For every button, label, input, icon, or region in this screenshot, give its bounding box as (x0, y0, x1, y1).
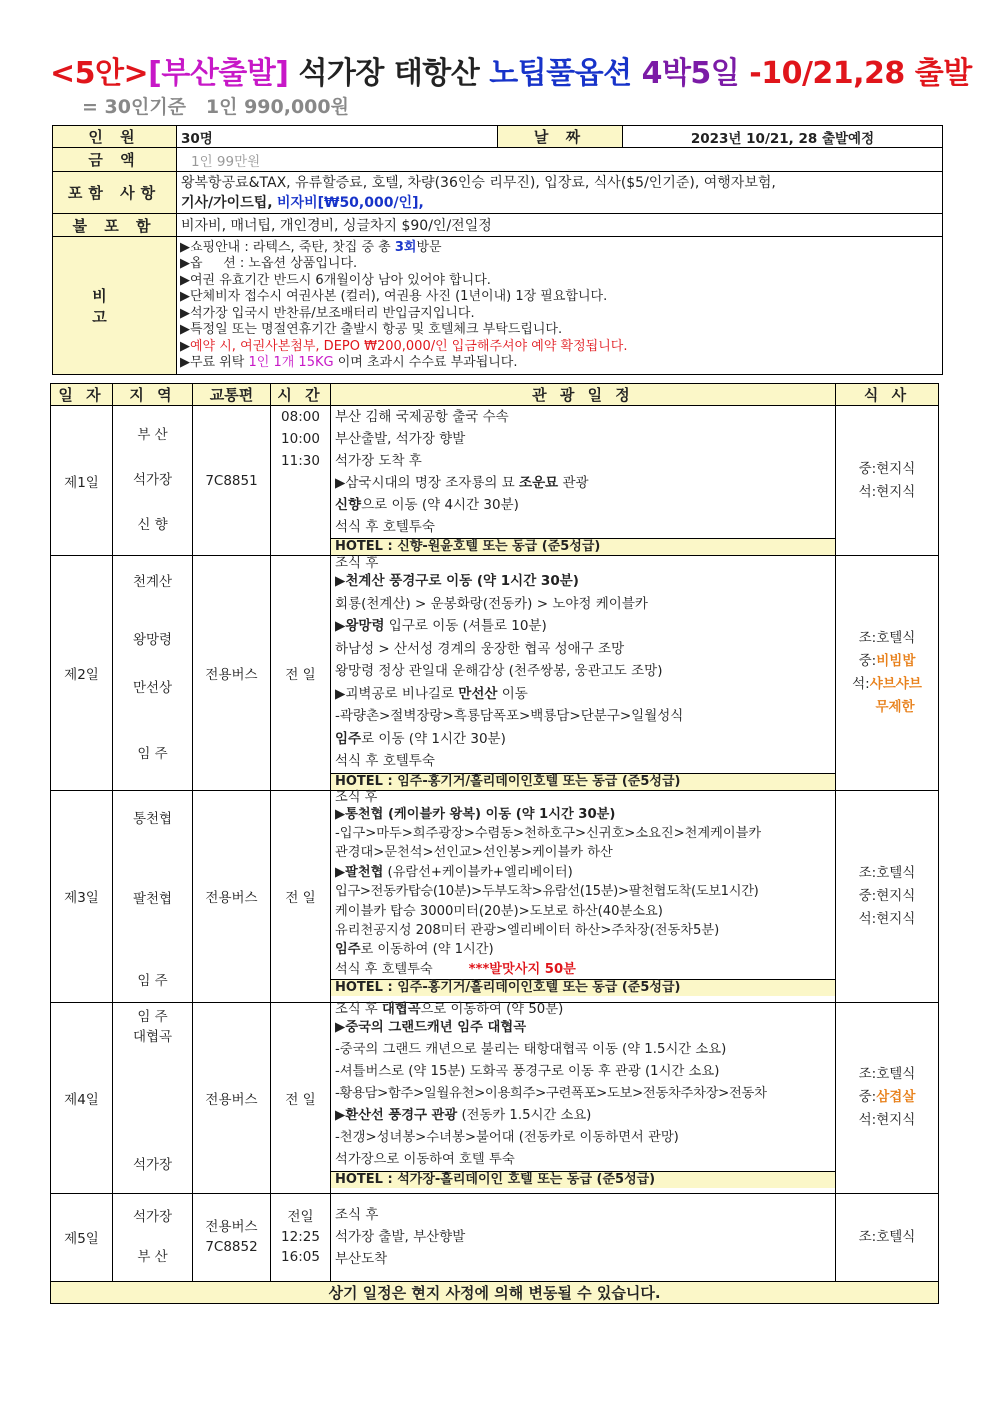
itinerary-header-row (51, 384, 939, 406)
remark-option: ▶옵 션 : 노옵션 상품입니다. (180, 256, 358, 271)
price-label: 금 액 (53, 148, 177, 172)
header-region: 지 역 (113, 384, 193, 406)
remarks-row (53, 237, 943, 375)
people-label: 인 원 (53, 126, 177, 148)
day3-region: 통천협 팔천협 임 주 (113, 790, 193, 1002)
day5-schedule: 조식 후 석가장 출발, 부산향발 부산도착 (331, 1193, 836, 1281)
day5-meals: 조:호텔식 (836, 1193, 939, 1281)
remarks-list (177, 237, 943, 375)
day1-transport: 7C8851 (193, 406, 271, 556)
day4-row (51, 1002, 939, 1193)
day4-transport: 전용버스 (193, 1002, 271, 1193)
day4-meals: 조:호텔식 중:삼겹살 석:현지식 (836, 1002, 939, 1193)
day2-time: 전 일 (271, 556, 331, 791)
day1-schedule: 부산 김해 국제공항 출국 수속 부산출발, 석가장 향발 석가장 도착 후 ▶삼국시대의 명장 조자룡의 묘 조운묘 관광 신향으로 이동 (약 4시간 30분) 석식 후 호텔투숙 HOTEL : 신향-원윤호텔 또는 동급 (준5성급) (331, 406, 836, 556)
remark-deposit: ▶예약 시, 여권사본첨부, DEPO ₩200,000/인 입금해주셔야 예약 확정됩니다. (180, 338, 628, 354)
day4-schedule: 조식 후 대협곡으로 이동하여 (약 50분) ▶중국의 그랜드캐년 임주 대협곡 -중국의 그랜드 캐년으로 불리는 태항대협곡 이동 (약 1.5시간 소요) -셔틀버스로 (약 15분) 도화곡 풍경구로 이동 후 관광 (1시간 소요) -황용담>함주>일월유천>이용희주>구련폭포>도보>전동차주차장>전동차 ▶환산선 풍경구 관광 (전동카 1.5시간 소요) -천갱>성녀봉>수녀봉>불어대 (전동카로 이동하면서 관망) 석가장으로 이동하여 호텔 투숙 HOTEL : 석가장-홀리데이인 호텔 또는 동급 (준5성급) (331, 1002, 836, 1193)
price-value: 1인 99만원 (177, 148, 943, 172)
exclude-row (53, 214, 943, 237)
day2-region: 천계산 왕망령 만선상 임 주 (113, 556, 193, 791)
title-destination: 석가장 태항산 (298, 56, 480, 91)
day1-region: 부 산 석가장 신 향 (113, 406, 193, 556)
info-table (52, 125, 943, 375)
day2-row (51, 556, 939, 791)
day3-schedule: 조식 후 ▶통천협 (케이블카 왕복) 이동 (약 1시간 30분) -입구>마두>희주광장>수렴동>천하호구>신귀호>소요진>천계케이블카 관경대>문천석>선인교>선인봉>케이블카 하산 ▶팔천협 (유람선+케이블카+엘리베이터) 입구>전동카탑승(10분)>두부도착>유람선(15분)>팔천협도착(도보1시간) 케이블카 탑승 3000미터(20분)>도보로 하산(40분소요) 유리천공지성 208미터 관광>엘리베이터 하산>주차장(전동차5분) 임주로 이동하여 (약 1시간) 석식 후 호텔투숙 ***발맛사지 50분 HOTEL : 임주-홍기거/홀리데이인호텔 또는 동급 (준5성급) (331, 790, 836, 1002)
day2-meals: 조:호텔식 중:비빔밥 석:샤브샤브 무제한 (836, 556, 939, 791)
day1-row (51, 406, 939, 556)
people-value: 30명 (177, 126, 498, 148)
remark-visa: ▶단체비자 접수시 여권사본 (컬러), 여권용 사진 (1년이내) 1장 필요합니다. (180, 289, 608, 304)
include-row (53, 172, 943, 214)
title-duration: 4박5일 (641, 56, 740, 91)
day3-transport: 전용버스 (193, 790, 271, 1002)
remark-shopping: ▶쇼핑안내 : 라텍스, 죽탄, 찻집 중 총 3회방문 (180, 239, 442, 255)
header-meal: 식 사 (836, 384, 939, 406)
day5-region: 석가장 부 산 (113, 1193, 193, 1281)
schedule-notice: 상기 일정은 현지 사정에 의해 변동될 수 있습니다. (51, 1281, 939, 1303)
include-tip: 기사/가이드팁, (181, 194, 273, 211)
day4-hotel: HOTEL : 석가장-홀리데이인 호텔 또는 동급 (준5성급) (331, 1171, 835, 1188)
page-subtitle: = 30인기준 1인 990,000원 (82, 96, 349, 118)
day1-time: 08:00 10:00 11:30 (271, 406, 331, 556)
day3-hotel: HOTEL : 임주-홍기거/홀리데이인호텔 또는 동급 (준5성급) (331, 979, 835, 996)
day4-region: 임 주 대협곡 석가장 (113, 1002, 193, 1193)
page-title (50, 48, 972, 92)
include-value (177, 172, 943, 214)
day3-row (51, 790, 939, 1002)
date-label: 날 짜 (498, 126, 623, 148)
exclude-value: 비자비, 매너팁, 개인경비, 싱글차지 $90/인/전일정 (177, 214, 943, 237)
title-option: 노팁풀옵션 (489, 56, 632, 91)
include-visa: 비자비[₩50,000/인], (277, 194, 424, 211)
day5-time: 전일 12:25 16:05 (271, 1193, 331, 1281)
people-row (53, 126, 943, 148)
day1-label: 제1일 (51, 406, 113, 556)
day3-label: 제3일 (51, 790, 113, 1002)
day1-hotel: HOTEL : 신향-원윤호텔 또는 동급 (준5성급) (331, 538, 835, 555)
day3-meals: 조:호텔식 중:현지식 석:현지식 (836, 790, 939, 1002)
header-time: 시 간 (271, 384, 331, 406)
title-plan-number: <5안> (50, 56, 149, 91)
title-dates: -10/21,28 출발 (749, 56, 972, 91)
header-day: 일 자 (51, 384, 113, 406)
price-row (53, 148, 943, 172)
footer-row (51, 1281, 939, 1303)
date-value: 2023년 10/21, 28 출발예정 (623, 126, 943, 148)
day4-time: 전 일 (271, 1002, 331, 1193)
header-schedule: 관 광 일 정 (331, 384, 836, 406)
day2-hotel: HOTEL : 임주-홍기거/홀리데이인호텔 또는 동급 (준5성급) (331, 773, 835, 790)
day2-transport: 전용버스 (193, 556, 271, 791)
header-transport: 교통편 (193, 384, 271, 406)
day2-schedule: 조식 후 ▶천계산 풍경구로 이동 (약 1시간 30분) 회룡(천계산) > 운봉화랑(전동카) > 노야정 케이블카 ▶왕망령 입구로 이동 (셔틀로 10분) 하남성 > 산서성 경계의 웅장한 협곡 성애구 조망 왕망령 정상 관일대 운해감상 (천주쌍봉, 웅관고도 조망) ▶괴벽공로 비나길로 만선산 이동 -곽량촌>절벽장랑>흑룡담폭포>백룡담>단분구>일월성식 임주로 이동 (약 1시간 30분) 석식 후 호텔투숙 HOTEL : 임주-홍기거/홀리데이인호텔 또는 동급 (준5성급) (331, 556, 836, 791)
day5-label: 제5일 (51, 1193, 113, 1281)
day4-label: 제4일 (51, 1002, 113, 1193)
remark-holiday: ▶특정일 또는 명절연휴기간 출발시 항공 및 호텔체크 부탁드립니다. (180, 322, 563, 337)
title-departure: [부산출발] (148, 56, 289, 91)
day2-label: 제2일 (51, 556, 113, 791)
day5-row (51, 1193, 939, 1281)
include-label: 포함 사항 (53, 172, 177, 214)
remark-customs: ▶석가장 입국시 반찬류/보조배터리 반입금지입니다. (180, 305, 475, 321)
remarks-label: 비 고 (53, 237, 177, 375)
remark-passport: ▶여권 유효기간 반드시 6개월이상 남아 있어야 합니다. (180, 272, 491, 288)
shopping-count: 3회 (394, 239, 417, 255)
itinerary-table (50, 383, 939, 1304)
exclude-label: 불 포 함 (53, 214, 177, 237)
day3-time: 전 일 (271, 790, 331, 1002)
include-line1: 왕복항공료&TAX, 유류할증료, 호텔, 차량(36인승 리무진), 입장료, 식사($5/인기준), 여행자보험, (181, 174, 776, 191)
day5-transport: 전용버스 7C8852 (193, 1193, 271, 1281)
day1-meals: 중:현지식 석:현지식 (836, 406, 939, 556)
remark-baggage: ▶무료 위탁 1인 1개 15KG 이며 초과시 수수료 부과됩니다. (180, 355, 518, 370)
